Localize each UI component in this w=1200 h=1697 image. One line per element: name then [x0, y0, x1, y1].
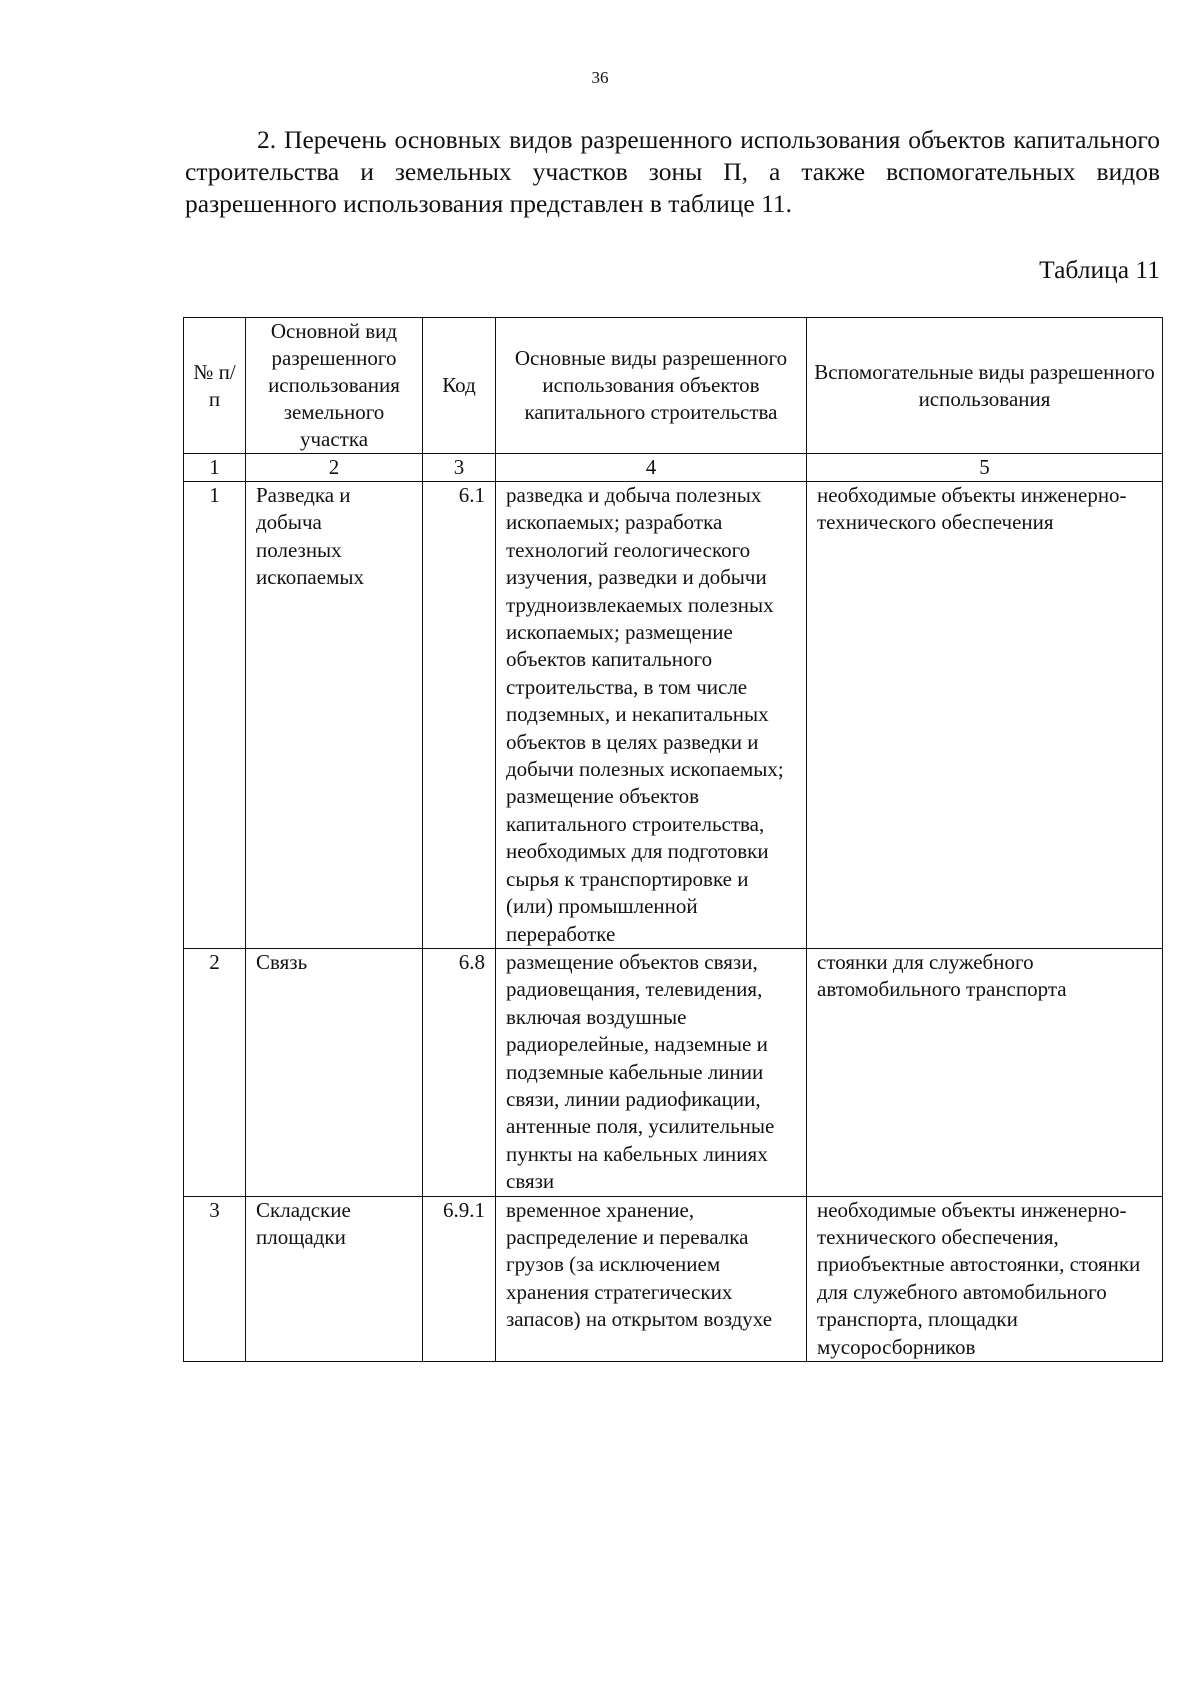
column-number: 1 — [184, 454, 246, 482]
row-number: 1 — [184, 482, 246, 949]
row-code: 6.8 — [423, 948, 496, 1196]
row-number: 3 — [184, 1196, 246, 1361]
land-use-table — [183, 317, 1163, 1362]
row-main-uses: временное хранение, распределение и перевалка грузов (за исключением хранения стратегических запасов) на открытом воздухе — [496, 1196, 807, 1361]
header-num: № п/п — [184, 318, 246, 454]
column-number: 5 — [807, 454, 1163, 482]
header-code: Код — [423, 318, 496, 454]
row-code: 6.9.1 — [423, 1196, 496, 1361]
row-land-type: Связь — [246, 948, 423, 1196]
row-number: 2 — [184, 948, 246, 1196]
row-land-type: Разведка и добыча полезных ископаемых — [246, 482, 423, 949]
intro-paragraph: 2. Перечень основных видов разрешенного использования объектов капитального строительства и земельных участков зоны П, а также вспомогательных видов разрешенного использования представлен в таблице 11. — [185, 125, 1160, 218]
table-row — [184, 1196, 1163, 1361]
column-number-row — [184, 454, 1163, 482]
row-main-uses: размещение объектов связи, радиовещания, телевидения, включая воздушные радиорелейные, надземные и подземные кабельные линии связи, линии радиофикации, антенные поля, усилительные пункты на кабельных линиях связи — [496, 948, 807, 1196]
row-auxiliary-uses: необходимые объекты инженерно-технического обеспечения, приобъектные автостоянки, стоянки для служебного автомобильного транспорта, площадки мусоросборников — [807, 1196, 1163, 1361]
page-number: 36 — [591, 68, 609, 87]
header-main-uses: Основные виды разрешенного использования объектов капитального строительства — [496, 318, 807, 454]
header-row — [184, 318, 1163, 454]
header-auxiliary-uses: Вспомогательные виды разрешенного использования — [807, 318, 1163, 454]
column-number: 2 — [246, 454, 423, 482]
table-caption: Таблица 11 — [1039, 255, 1160, 284]
row-main-uses: разведка и добыча полезных ископаемых; разработка технологий геологического изучения, разведки и добычи трудноизвлекаемых полезных ископаемых; размещение объектов капитального строительства, в том числе подземных, и некапитальных объектов в целях разведки и добычи полезных ископаемых; размещение объектов капитального строительства, необходимых для подготовки сырья к транспортировке и (или) промышленной переработке — [496, 482, 807, 949]
row-land-type: Складские площадки — [246, 1196, 423, 1361]
table-row — [184, 482, 1163, 949]
header-land-type: Основной вид разрешенного использования земельного участка — [246, 318, 423, 454]
row-code: 6.1 — [423, 482, 496, 949]
column-number: 3 — [423, 454, 496, 482]
column-number: 4 — [496, 454, 807, 482]
row-auxiliary-uses: необходимые объекты инженерно-технического обеспечения — [807, 482, 1163, 949]
row-auxiliary-uses: стоянки для служебного автомобильного транспорта — [807, 948, 1163, 1196]
table-row — [184, 948, 1163, 1196]
